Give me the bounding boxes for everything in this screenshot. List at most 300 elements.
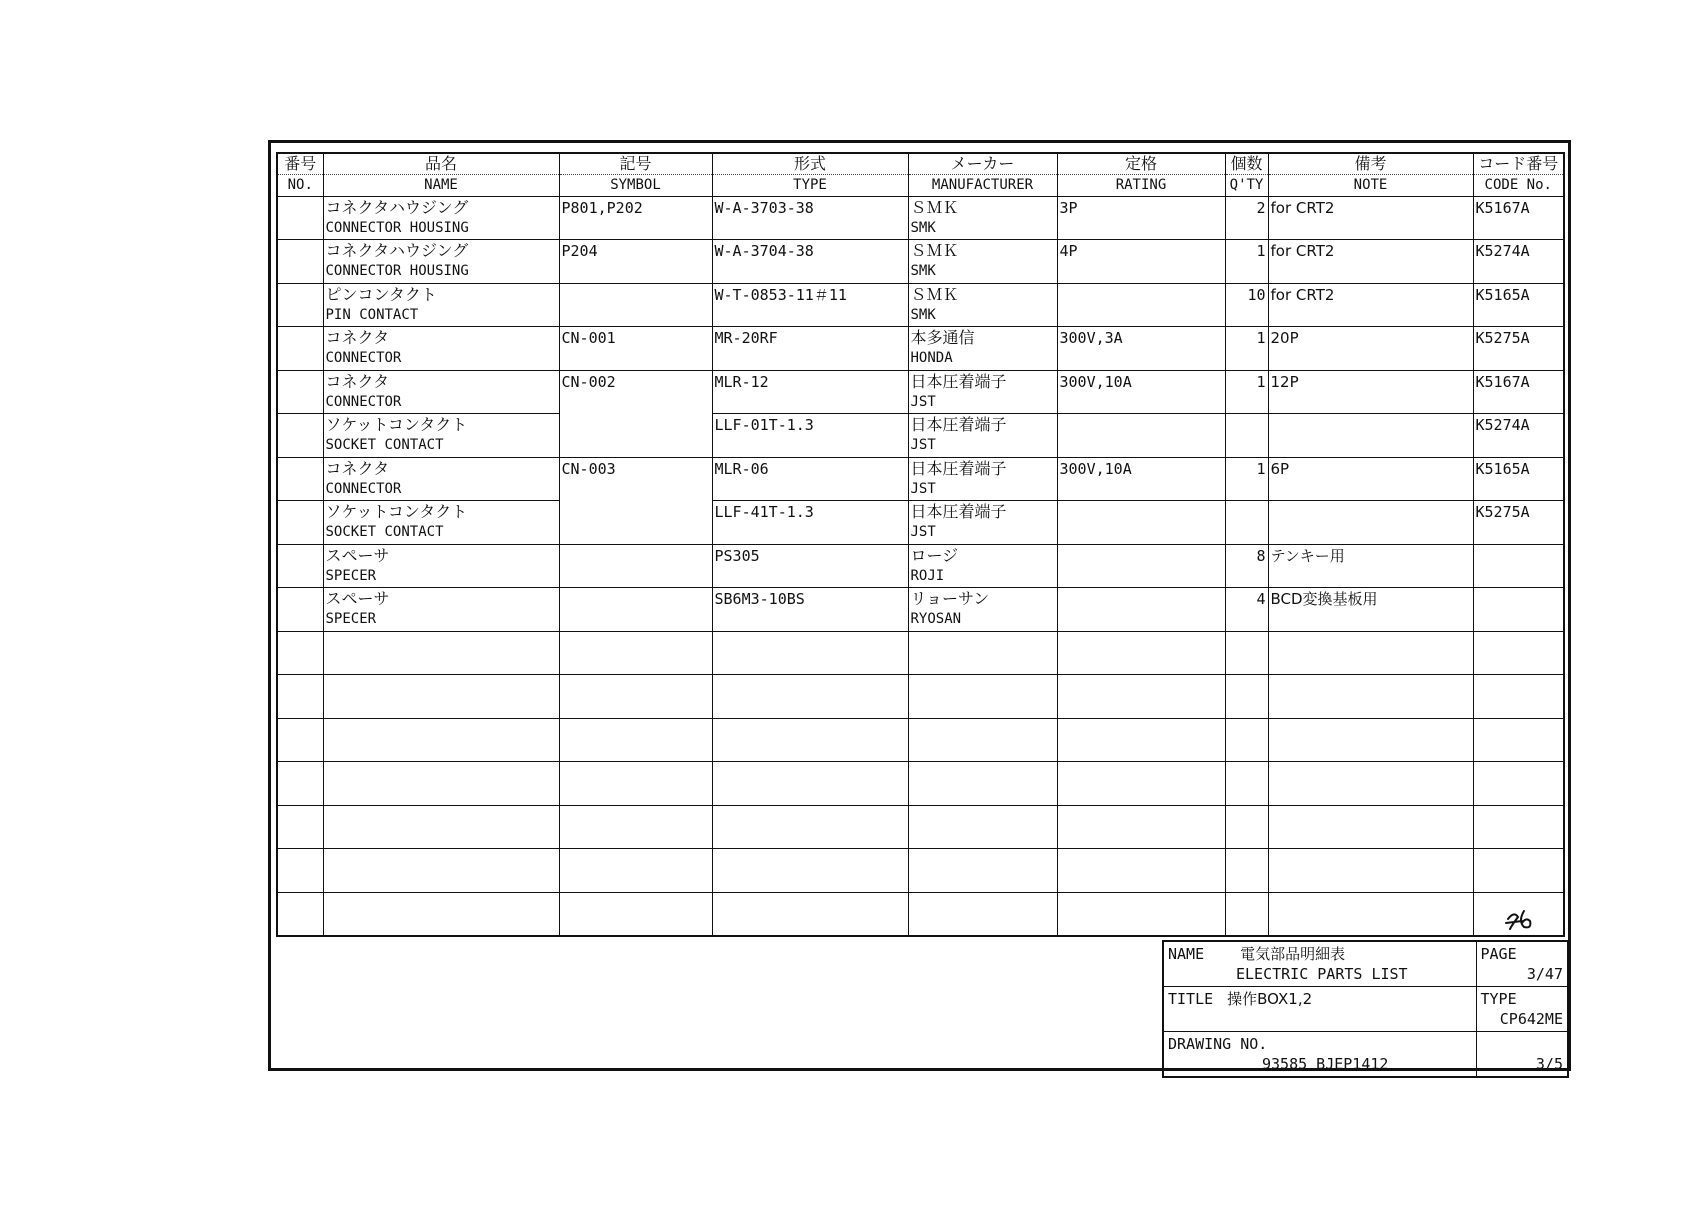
manufacturer-cell: [908, 414, 1057, 457]
manufacturer-jp: リョーサン: [910, 589, 990, 609]
header-en: CODE No.: [1484, 177, 1552, 193]
symbol-cell: [559, 805, 712, 848]
header-cell: [1473, 153, 1564, 197]
qty-cell: [1225, 370, 1268, 413]
name-en: [326, 740, 557, 761]
symbol-cell: [559, 197, 712, 240]
manufacturer-en: [911, 653, 1055, 674]
name-cell: [323, 501, 559, 544]
type: SB6M3-10BS: [714, 590, 805, 609]
symbol-cell: [559, 588, 712, 631]
header-jp: 番号: [278, 154, 323, 175]
name-en: CONNECTOR HOUSING: [325, 220, 469, 236]
note-cell: [1268, 197, 1473, 240]
manufacturer-en: [911, 783, 1055, 804]
type-cell: [712, 197, 908, 240]
table-row: [277, 762, 1564, 805]
name-jp: コネクタ: [325, 371, 390, 391]
manufacturer-cell: [908, 327, 1057, 370]
manufacturer-cell: [908, 892, 1057, 936]
sheet-cell: [1476, 1032, 1568, 1078]
rating-cell: [1057, 675, 1225, 718]
note: [1271, 893, 1471, 914]
note-cell: [1268, 892, 1473, 936]
code-cell: [1473, 457, 1564, 500]
name-jp: コネクタハウジング: [325, 198, 469, 217]
name-cell: [323, 762, 559, 805]
name-en: [326, 653, 557, 674]
name-jp: スペーサ: [325, 545, 390, 565]
qty-cell: [1225, 240, 1268, 283]
code-number: K5275A: [1475, 329, 1530, 348]
manufacturer-jp: [911, 719, 1055, 740]
header-jp: コード番号: [1474, 154, 1564, 175]
type-cell: [712, 327, 908, 370]
table-row: [277, 197, 1564, 240]
name-label: NAME: [1168, 945, 1205, 963]
note: [1271, 806, 1471, 827]
table-row: [277, 892, 1564, 936]
name-en: [326, 783, 557, 804]
qty-cell: [1225, 675, 1268, 718]
code-number: K5275A: [1475, 503, 1530, 522]
handwritten-initials-icon: [1504, 905, 1544, 933]
note-cell: [1268, 501, 1473, 544]
header-en: RATING: [1115, 177, 1167, 193]
quantity: 1: [1256, 242, 1266, 261]
name-jp: [326, 632, 557, 653]
manufacturer-cell: [908, 240, 1057, 283]
code-cell: [1473, 588, 1564, 631]
manufacturer-en: JST: [910, 393, 936, 410]
note-cell: [1268, 457, 1473, 500]
rating-cell: [1057, 283, 1225, 326]
manufacturer-jp: [911, 893, 1055, 914]
type-cell: [712, 457, 908, 500]
code-number: K5167A: [1475, 372, 1530, 391]
symbol-cell: [559, 675, 712, 718]
symbol-cell: [559, 544, 712, 587]
symbol-cell: [559, 370, 712, 413]
type-label: TYPE: [1480, 990, 1517, 1008]
note: [1271, 719, 1471, 740]
symbol-cell: [559, 718, 712, 761]
type: MR-20RF: [714, 329, 778, 348]
type-cell: [712, 718, 908, 761]
manufacturer-jp: [911, 632, 1055, 653]
header-cell: [1268, 153, 1473, 197]
type-cell: [712, 631, 908, 674]
quantity: 1: [1256, 459, 1266, 478]
page-cell: [1476, 941, 1568, 987]
qty-cell: [1225, 414, 1268, 457]
type-cell: [712, 283, 908, 326]
manufacturer-jp: ロージ: [910, 545, 959, 565]
manufacturer-cell: [908, 805, 1057, 848]
symbol-cell: [559, 283, 712, 326]
page-label: PAGE: [1480, 945, 1517, 963]
qty-cell: [1225, 892, 1268, 936]
header-jp: 定格: [1058, 154, 1225, 175]
type-cell: [712, 892, 908, 936]
name-cell: [323, 718, 559, 761]
note-cell: [1268, 240, 1473, 283]
name-cell: [323, 631, 559, 674]
table-header-row: [277, 153, 1564, 197]
note: [1271, 762, 1471, 783]
symbol-cell: [559, 414, 712, 457]
header-en: MANUFACTURER: [931, 177, 1034, 193]
rating-cell: [1057, 414, 1225, 457]
no-cell: [277, 283, 323, 326]
qty-cell: [1225, 327, 1268, 370]
header-en: SYMBOL: [610, 177, 661, 193]
type-cell: [712, 762, 908, 805]
manufacturer-en: SMK: [910, 220, 936, 236]
rating-cell: [1057, 892, 1225, 936]
manufacturer-cell: [908, 675, 1057, 718]
note: for CRT2: [1270, 285, 1335, 304]
rating-cell: [1057, 501, 1225, 544]
type: LLF-41T-1.3: [714, 503, 814, 522]
no-cell: [277, 414, 323, 457]
name-cell: [323, 849, 559, 892]
rating-cell: [1057, 631, 1225, 674]
manufacturer-cell: [908, 457, 1057, 500]
type-cell: [712, 675, 908, 718]
code-cell: [1473, 631, 1564, 674]
sheet-value: 3/5: [1535, 1055, 1563, 1073]
drawing-label: DRAWING NO.: [1168, 1035, 1268, 1053]
header-jp: 形式: [713, 154, 908, 175]
qty-cell: [1225, 805, 1268, 848]
name-en: CONNECTOR: [325, 350, 402, 367]
type-cell: [712, 544, 908, 587]
code-cell: [1473, 544, 1564, 587]
no-cell: [277, 849, 323, 892]
manufacturer-cell: [908, 718, 1057, 761]
name-cell: [323, 457, 559, 500]
name-cell: [323, 675, 559, 718]
code-cell: [1473, 240, 1564, 283]
title-value: 操作BOX1,2: [1227, 990, 1313, 1008]
name-cell: [323, 327, 559, 370]
table-row: [277, 588, 1564, 631]
note: 12P: [1270, 372, 1299, 391]
manufacturer-en: JST: [910, 437, 936, 454]
name-cell: [323, 414, 559, 457]
qty-cell: [1225, 544, 1268, 587]
manufacturer-jp: ＳＭＫ: [910, 284, 959, 304]
rating-cell: [1057, 370, 1225, 413]
name-en: [326, 827, 557, 848]
rating-cell: [1057, 240, 1225, 283]
name-en: [326, 696, 557, 717]
name-jp: コネクタ: [325, 458, 390, 478]
name-jp: スペーサ: [325, 589, 390, 609]
name-jp: [326, 849, 557, 870]
manufacturer-jp: [911, 675, 1055, 696]
symbol-cell: [559, 240, 712, 283]
manufacturer-en: [911, 870, 1055, 891]
note-cell: [1268, 675, 1473, 718]
code-cell: [1473, 197, 1564, 240]
header-cell: [908, 153, 1057, 197]
header-jp: 備考: [1269, 154, 1473, 175]
manufacturer-cell: [908, 197, 1057, 240]
code-number: K5165A: [1475, 285, 1530, 304]
rating: 300V,3A: [1059, 329, 1123, 348]
header-jp: 品名: [324, 154, 559, 175]
name-cell: [323, 370, 559, 413]
title-block: [1162, 940, 1569, 1078]
name-cell: [323, 892, 559, 936]
type-cell: [712, 370, 908, 413]
manufacturer-jp: [911, 806, 1055, 827]
manufacturer-en: [911, 827, 1055, 848]
no-cell: [277, 631, 323, 674]
manufacturer-jp: ＳＭＫ: [910, 241, 959, 261]
note: for CRT2: [1270, 242, 1335, 261]
note-cell: [1268, 762, 1473, 805]
no-cell: [277, 762, 323, 805]
name-en: CONNECTOR HOUSING: [325, 263, 469, 280]
name-jp: [326, 675, 557, 696]
type-cell: [712, 849, 908, 892]
type: MLR-12: [714, 372, 769, 391]
qty-cell: [1225, 849, 1268, 892]
note: テンキー用: [1270, 546, 1345, 565]
table-row: [277, 544, 1564, 587]
code-number: K5167A: [1475, 199, 1530, 217]
table-row: [277, 457, 1564, 500]
rating-cell: [1057, 718, 1225, 761]
rating: 300V,10A: [1059, 459, 1132, 478]
header-cell: [1225, 153, 1268, 197]
no-cell: [277, 892, 323, 936]
code-number: K5274A: [1475, 416, 1530, 435]
name-jp: ピンコンタクト: [325, 284, 437, 304]
qty-cell: [1225, 631, 1268, 674]
no-cell: [277, 588, 323, 631]
header-en: NOTE: [1353, 177, 1388, 193]
quantity: 8: [1256, 546, 1266, 565]
code-cell: [1473, 805, 1564, 848]
manufacturer-jp: ＳＭＫ: [910, 198, 959, 217]
note-cell: [1268, 370, 1473, 413]
header-jp: メーカー: [909, 154, 1057, 175]
manufacturer-jp: 本多通信: [910, 328, 975, 348]
symbol-cell: [559, 501, 712, 544]
symbol: CN-001: [561, 329, 616, 348]
note-cell: [1268, 588, 1473, 631]
table-row: [277, 240, 1564, 283]
manufacturer-cell: [908, 283, 1057, 326]
header-en: NO.: [287, 177, 313, 193]
no-cell: [277, 457, 323, 500]
table-row: [277, 631, 1564, 674]
manufacturer-en: [911, 740, 1055, 761]
note-cell: [1268, 327, 1473, 370]
manufacturer-en: SMK: [910, 263, 936, 280]
symbol-cell: [559, 849, 712, 892]
name-cell: [323, 588, 559, 631]
type-cell: [712, 501, 908, 544]
table-row: [277, 718, 1564, 761]
name-jp: 電気部品明細表: [1240, 945, 1346, 963]
header-cell: [323, 153, 559, 197]
manufacturer-cell: [908, 631, 1057, 674]
note: BCD変換基板用: [1270, 590, 1378, 609]
manufacturer-jp: [911, 849, 1055, 870]
header-jp: 個数: [1226, 154, 1268, 175]
code-cell: [1473, 675, 1564, 718]
rating-cell: [1057, 849, 1225, 892]
type-cell: [712, 414, 908, 457]
name-jp: ソケットコンタクト: [325, 415, 468, 435]
symbol-cell: [559, 892, 712, 936]
note-cell: [1268, 849, 1473, 892]
no-cell: [277, 240, 323, 283]
name-en: ELECTRIC PARTS LIST: [1236, 965, 1408, 983]
header-jp: 記号: [560, 154, 712, 175]
table-row: [277, 805, 1564, 848]
code-cell: [1473, 370, 1564, 413]
name-jp: ソケットコンタクト: [325, 502, 468, 522]
name-cell: [323, 283, 559, 326]
name-en: [326, 914, 557, 935]
type-cell: [1476, 987, 1568, 1032]
no-cell: [277, 544, 323, 587]
type: LLF-01T-1.3: [714, 416, 814, 435]
manufacturer-en: SMK: [910, 306, 936, 323]
name-jp: コネクタハウジング: [325, 241, 469, 261]
no-cell: [277, 327, 323, 370]
manufacturer-cell: [908, 588, 1057, 631]
name-en: CONNECTOR: [325, 480, 402, 497]
name-en: SOCKET CONTACT: [325, 524, 444, 541]
name-jp: コネクタ: [325, 328, 390, 348]
name-jp: [326, 719, 557, 740]
manufacturer-cell: [908, 849, 1057, 892]
header-cell: [277, 153, 323, 197]
symbol-cell: [559, 327, 712, 370]
note-cell: [1268, 544, 1473, 587]
manufacturer-en: HONDA: [910, 350, 953, 367]
quantity: 2: [1256, 199, 1266, 217]
no-cell: [277, 501, 323, 544]
type: W-A-3703-38: [714, 199, 814, 217]
header-cell: [1057, 153, 1225, 197]
type: W-A-3704-38: [714, 242, 814, 261]
name-en: PIN CONTACT: [325, 306, 419, 323]
code-cell: [1473, 849, 1564, 892]
name-cell: [323, 544, 559, 587]
name-cell: [323, 197, 559, 240]
name-en: SPECER: [325, 567, 377, 584]
title-cell: [1163, 987, 1476, 1032]
rating: 3P: [1059, 199, 1078, 217]
no-cell: [277, 675, 323, 718]
table-row: [277, 370, 1564, 413]
name-cell: [323, 240, 559, 283]
name-en: SPECER: [325, 611, 377, 628]
qty-cell: [1225, 762, 1268, 805]
header-en: Q'TY: [1229, 177, 1264, 193]
rating-cell: [1057, 327, 1225, 370]
code-cell: [1473, 501, 1564, 544]
type: MLR-06: [714, 459, 769, 478]
table-row: [277, 283, 1564, 326]
manufacturer-cell: [908, 501, 1057, 544]
qty-cell: [1225, 588, 1268, 631]
name-en: CONNECTOR: [325, 393, 402, 410]
name-jp: [326, 806, 557, 827]
manufacturer-cell: [908, 370, 1057, 413]
type-cell: [712, 588, 908, 631]
note-cell: [1268, 631, 1473, 674]
manufacturer-jp: 日本圧着端子: [910, 458, 1007, 478]
drawing-cell: [1163, 1032, 1476, 1078]
note: [1271, 675, 1471, 696]
manufacturer-cell: [908, 544, 1057, 587]
note-cell: [1268, 805, 1473, 848]
note-cell: [1268, 283, 1473, 326]
rating-cell: [1057, 544, 1225, 587]
symbol: P204: [561, 242, 598, 261]
rating-cell: [1057, 457, 1225, 500]
name-jp: [326, 762, 557, 783]
manufacturer-en: [911, 696, 1055, 717]
table-row: [277, 849, 1564, 892]
manufacturer-en: ROJI: [910, 567, 945, 584]
name-cell: [1163, 941, 1476, 987]
qty-cell: [1225, 283, 1268, 326]
manufacturer-en: [911, 914, 1055, 935]
code-cell: [1473, 327, 1564, 370]
manufacturer-cell: [908, 762, 1057, 805]
note: [1271, 414, 1471, 435]
qty-cell: [1225, 501, 1268, 544]
note: [1271, 849, 1471, 870]
name-cell: [323, 805, 559, 848]
manufacturer-jp: 日本圧着端子: [910, 371, 1007, 391]
rating-cell: [1057, 588, 1225, 631]
type: PS305: [714, 546, 760, 565]
code-cell: [1473, 718, 1564, 761]
rating-cell: [1057, 805, 1225, 848]
rating: 4P: [1059, 242, 1078, 261]
manufacturer-jp: 日本圧着端子: [910, 415, 1007, 435]
manufacturer-jp: 日本圧着端子: [910, 502, 1007, 522]
quantity: 1: [1256, 372, 1266, 391]
table-row: [277, 501, 1564, 544]
note: 20P: [1270, 329, 1299, 348]
type: W-T-0853-11＃11: [714, 285, 847, 304]
type-cell: [712, 240, 908, 283]
rating: 300V,10A: [1059, 372, 1132, 391]
title-label: TITLE: [1168, 990, 1214, 1008]
code-cell: [1473, 283, 1564, 326]
manufacturer-jp: [911, 762, 1055, 783]
no-cell: [277, 370, 323, 413]
qty-cell: [1225, 457, 1268, 500]
header-cell: [559, 153, 712, 197]
symbol: CN-003: [561, 459, 616, 478]
note: 6P: [1270, 459, 1290, 478]
table-row: [277, 414, 1564, 457]
drawing-value: 93585 BJEP1412: [1262, 1055, 1389, 1073]
